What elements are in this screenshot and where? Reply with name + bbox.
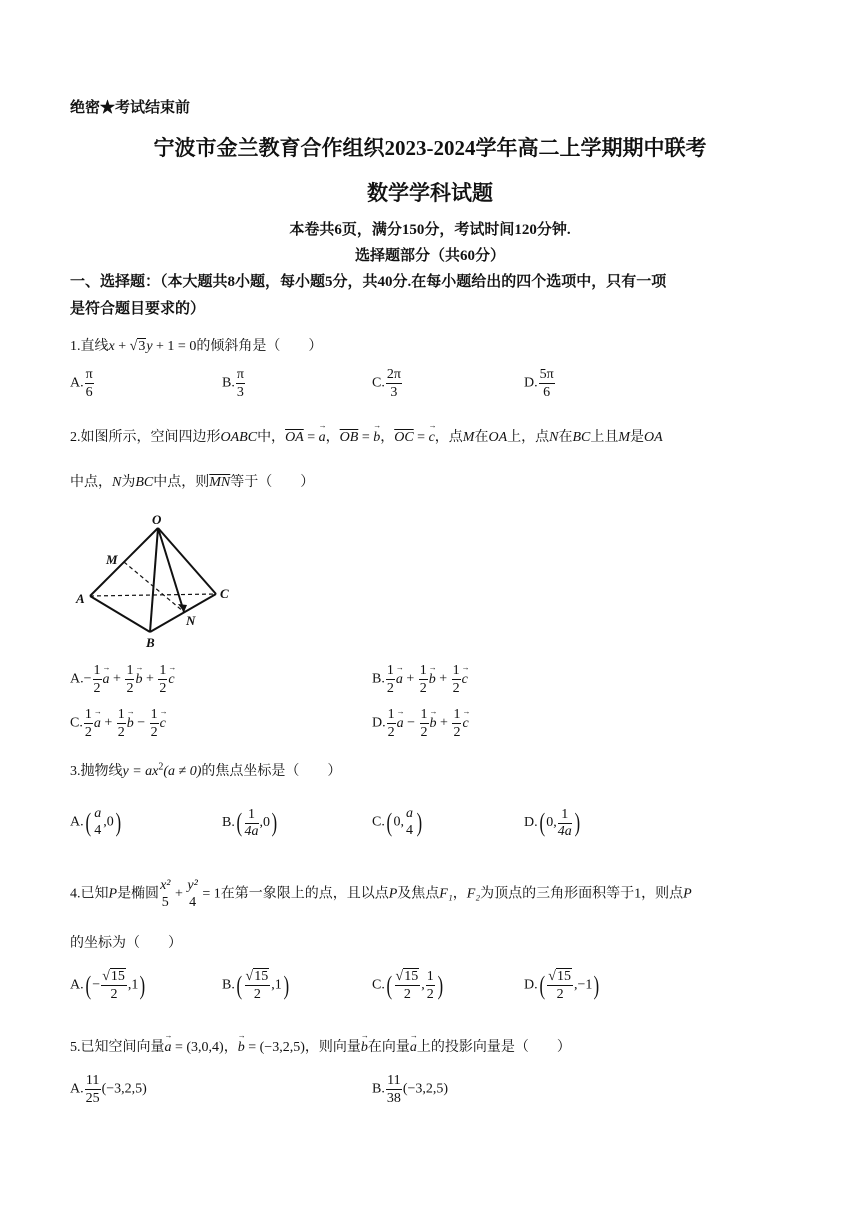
label-o: O — [152, 512, 162, 527]
q1-prefix: 1.直线 — [70, 339, 109, 354]
q1-option-c: C. $\frac{2\pi}{3}$ — [372, 367, 401, 400]
q3-option-d: D.( 0, $\frac{1}{4a}$ ) — [524, 807, 580, 839]
q1-tail: + 1 = 0 — [152, 339, 197, 354]
q3-option-b: B.( $\frac{1}{4a}$ ,0) — [222, 807, 278, 839]
q4-option-d: D.( $\frac{√15}{2}$ ,−1) — [524, 969, 600, 1002]
q3-option-a: A.( a 4 ,0) — [70, 806, 121, 838]
exam-title: 宁波市金兰教育合作组织2023-2024学年高二上学期期中联考 — [153, 136, 707, 160]
edge-bc — [150, 594, 216, 632]
question-3: 3.抛物线$y = ax^2(a \ne 0)$的焦点坐标是（ ） — [70, 761, 342, 779]
edge-ob — [150, 528, 158, 632]
edge-ab — [90, 596, 150, 632]
q1-sqrt-3: 3 — [138, 339, 146, 354]
q1-plus: + — [114, 339, 130, 354]
q2-option-d: D. $\frac{1}{2}$ → a − $\frac{1}{2}$ → b + $\frac{1}{2}$ → c — [372, 706, 469, 741]
exam-info: 本卷共6页，满分150分，考试时间120分钟. — [289, 222, 571, 238]
edge-oc — [158, 528, 216, 594]
q3-option-c: C.( 0, a 4 ) — [372, 806, 423, 838]
question-2-line-1: 2.如图所示，空间四边形OABC中，$\overline{OA}$ = → a，$\overline{OB}$ = → b，$\overline{OC}$ = → c，点M在OA上，点N在BC上且M是OA — [70, 426, 663, 446]
q5-option-b: B. $\frac{11}{38}$ (−3,2,5) — [372, 1073, 449, 1106]
label-b: B — [146, 635, 155, 650]
q4-option-c: C.( $\frac{√15}{2}$ , $\frac{1}{2}$ ) — [372, 969, 443, 1002]
q4-option-b: B.( $\frac{√15}{2}$ ,1) — [222, 969, 289, 1002]
q1-suffix: 的倾斜角是（ ） — [196, 339, 323, 354]
label-m: M — [106, 552, 118, 567]
question-1: 1.直线x + √3y + 1 = 0的倾斜角是（ ） — [70, 339, 323, 354]
instructions-line-1: 一、选择题：（本大题共8小题，每小题5分，共40分.在每小题给出的四个选项中，只有一项 — [70, 274, 667, 290]
q1-option-b: B. $\frac{\pi}{3}$ — [222, 367, 244, 400]
q2-option-b: B. $\frac{1}{2}$ → a + $\frac{1}{2}$ → b + $\frac{1}{2}$ → c — [372, 662, 468, 697]
tetrahedron-figure — [70, 508, 240, 654]
q1-var-y: y — [146, 339, 153, 354]
question-4-line-1: 4.已知P是椭圆 x² 5 + y² 4 = 1在第一象限上的点，且以点P及焦点F₁，F₂为顶点的三角形面积等于1，则点P — [70, 878, 692, 910]
label-c: C — [220, 586, 229, 601]
exam-subtitle: 数学学科试题 — [367, 181, 493, 205]
q4-option-a: A.( − $\frac{√15}{2}$ ,1) — [70, 969, 146, 1002]
question-2-line-2: 中点，N为BC中点，则$\overline{MN}$等于（ ） — [70, 475, 315, 490]
q5-option-a: A. $\frac{11}{25}$ (−3,2,5) — [70, 1073, 147, 1106]
confidential-label: 绝密★考试结束前 — [70, 100, 191, 116]
question-4-line-2: 的坐标为（ ） — [70, 936, 182, 951]
instructions-line-2: 是符合题目要求的） — [70, 301, 206, 317]
segment-on — [158, 528, 184, 612]
q1-var-x: x — [108, 339, 115, 354]
label-n: N — [186, 613, 196, 628]
label-a: A — [76, 591, 85, 606]
q2-option-c: C. $\frac{1}{2}$ → a + $\frac{1}{2}$ → b − $\frac{1}{2}$ → c — [70, 706, 166, 741]
question-5: 5.已知空间向量→ a = (3,0,4)，→ b = (−3,2,5)，则向量→ b在向量→ a上的投影向量是（ ） — [70, 1036, 571, 1056]
section-heading: 选择题部分（共60分） — [354, 248, 505, 264]
q2-option-a: A.− $\frac{1}{2}$ → a + $\frac{1}{2}$ → b + $\frac{1}{2}$ → c — [70, 662, 175, 697]
q1-option-d: D. $\frac{5\pi}{6}$ — [524, 367, 554, 400]
q1-option-a: A. $\frac{\pi}{6}$ — [70, 367, 93, 400]
